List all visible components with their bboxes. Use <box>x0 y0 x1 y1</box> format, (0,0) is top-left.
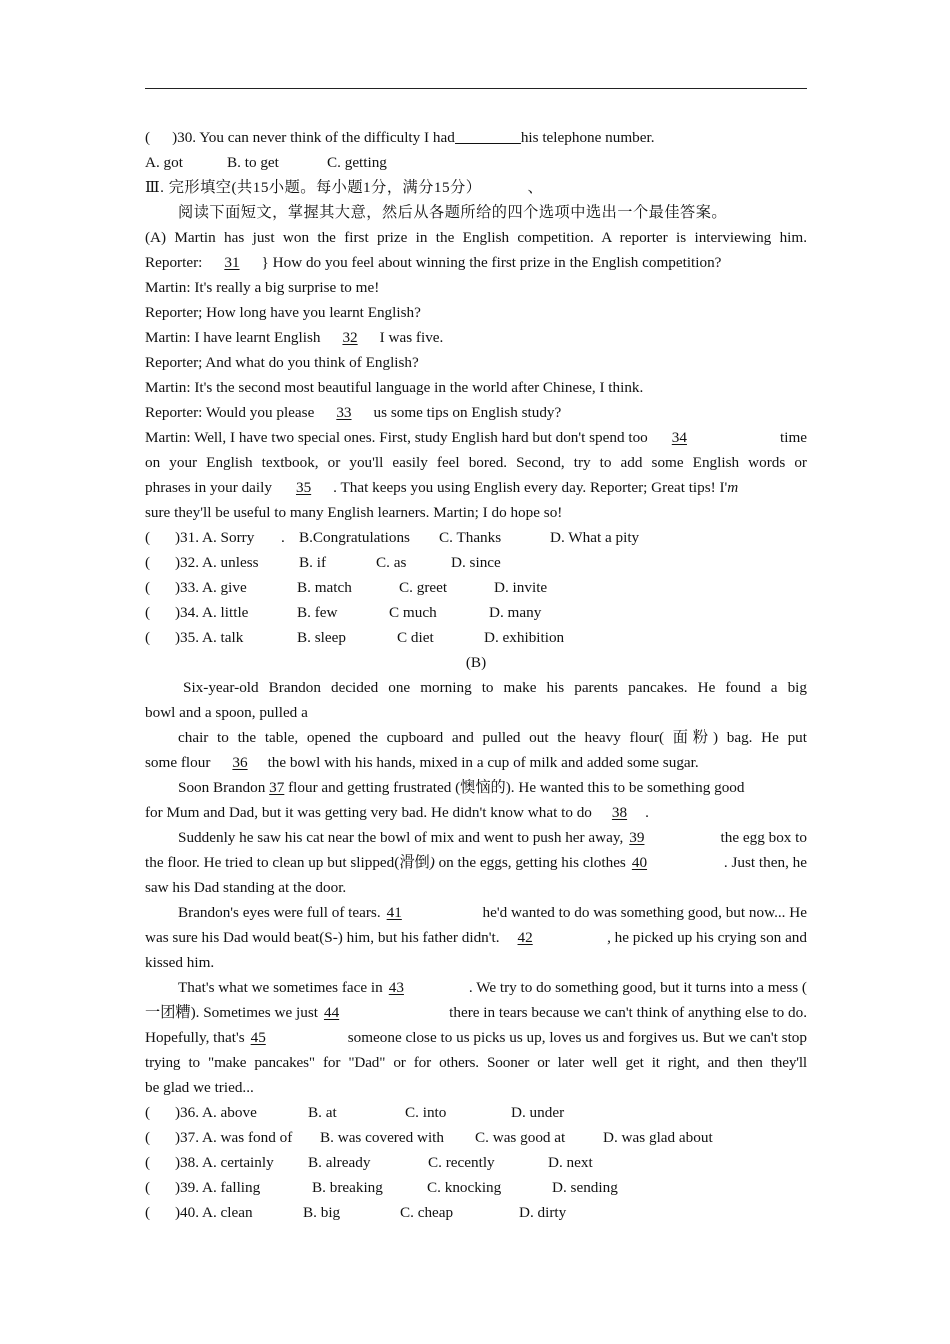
passage-b-heading: (B) <box>465 654 487 671</box>
section-3-title: Ⅲ. 完形填空(共15小题。每小题1分，满分15分） 、 <box>145 179 544 196</box>
passage-b-line: kissed him. <box>145 954 215 971</box>
option-row-32: ( )32. A. unless B. if C. as D. since <box>145 554 501 571</box>
option-row-38: ( )38. A. certainly B. already C. recently D. next <box>145 1154 593 1171</box>
section-3-instruction: 阅读下面短文，掌握其大意，然后从各题所给的四个选项中选出一个最佳答案。 <box>178 204 728 221</box>
passage-b-line: saw his Dad standing at the door. <box>145 879 347 896</box>
exam-page <box>145 125 807 1225</box>
option-row-40: ( )40. A. clean B. big C. cheap D. dirty <box>145 1204 567 1221</box>
blank-number: 40 <box>631 854 648 871</box>
blank-number: 41 <box>386 904 402 921</box>
passage-b-line: bowl and a spoon, pulled a <box>145 704 308 721</box>
passage-a-line: sure they'll be useful to many English learners. Martin; I do hope so! <box>145 504 563 521</box>
passage-b-line: Brandon's eyes were full of tears. 41 he'd wanted to do was something good, but now... He <box>145 900 807 925</box>
passage-b-line: 一团糟). Sometimes we just 44 there in tears because we can't think of anything else to do. <box>145 1000 807 1025</box>
passage-b-line: Suddenly he saw his cat near the bowl of mix and went to push her away, 39 the egg box to <box>145 825 807 850</box>
blank-number: 45 <box>250 1029 266 1046</box>
option-row-35: ( )35. A. talk B. sleep C diet D. exhibition <box>145 629 565 646</box>
passage-a-line: Reporter: Would you please 33 us some tips on English study? <box>145 404 562 421</box>
question-30: ( )30. You can never think of the difficulty I had his telephone number. <box>145 129 655 146</box>
passage-b-line: for Mum and Dad, but it was getting very bad. He didn't know what to do 38 . <box>145 804 649 821</box>
passage-a-line: Martin: It's really a big surprise to me! <box>145 279 380 296</box>
blank-number: 32 <box>342 329 358 346</box>
blank-number: 38 <box>611 804 628 821</box>
blank-number: 42 <box>517 929 533 946</box>
blank-number: 36 <box>232 754 248 771</box>
blank-number: 34 <box>671 429 687 446</box>
option-row-34: ( )34. A. little B. few C much D. many <box>145 604 542 621</box>
passage-a-line: phrases in your daily 35 . That keeps you using English every day. Reporter; Great tips! I'm <box>145 479 739 496</box>
blank-number: 39 <box>629 829 645 846</box>
option-row-37: ( )37. A. was fond of B. was covered with C. was good at D. was glad about <box>145 1129 713 1146</box>
passage-b-line: be glad we tried... <box>145 1079 254 1096</box>
passage-b-line: Six-year-old Brandon decided one morning to make his parents pancakes. He found a big <box>183 679 807 696</box>
passage-a-line: Martin: It's the second most beautiful language in the world after Chinese, I think. <box>145 379 644 396</box>
answer-blank <box>455 128 521 144</box>
option-row-31: ( )31. A. Sorry . B.Congratulations C. Thanks D. What a pity <box>145 529 640 546</box>
blank-number: 43 <box>388 979 404 996</box>
passage-a-line: on your English textbook, or you'll easily feel bored. Second, try to add some English words or <box>145 454 807 471</box>
blank-number: 37 <box>269 779 285 796</box>
header-rule <box>145 88 807 89</box>
passage-b-line: Soon Brandon 37 flour and getting frustrated (懊恼的). He wanted this to be something good <box>178 779 745 796</box>
option-row-33: ( )33. A. give B. match C. greet D. invite <box>145 579 548 596</box>
blank-number: 33 <box>336 404 352 421</box>
question-30-options: A. got B. to get C. getting <box>145 154 387 171</box>
passage-a-line: Reporter; And what do you think of English? <box>145 354 419 371</box>
passage-a-line: Martin: Well, I have two special ones. First, study English hard but don't spend too 34 time <box>145 425 807 450</box>
blank-number: 44 <box>323 1004 340 1021</box>
passage-b-line: trying to "make pancakes" for "Dad" or for others. Sooner or later well get it right, and then they'll <box>145 1054 807 1071</box>
passage-a-line: Reporter: 31 } How do you feel about winning the first prize in the English competition? <box>145 254 722 271</box>
passage-b-line: some flour 36 the bowl with his hands, mixed in a cup of milk and added some sugar. <box>145 754 699 771</box>
passage-b-line: the floor. He tried to clean up but slipped(滑倒 ) on the eggs, getting his clothes 40 . Just then, he <box>145 850 807 875</box>
option-row-39: ( )39. A. falling B. breaking C. knocking D. sending <box>145 1179 618 1196</box>
blank-number: 35 <box>295 479 312 496</box>
option-row-36: ( )36. A. above B. at C. into D. under <box>145 1104 565 1121</box>
passage-a-line: Reporter; How long have you learnt English? <box>145 304 421 321</box>
passage-b-line: That's what we sometimes face in 43 . We try to do something good, but it turns into a mess ( <box>145 975 807 1000</box>
passage-b-line: chair to the table, opened the cupboard and pulled out the heavy flour( 面粉) bag. He put <box>178 729 807 746</box>
passage-a-line: Martin: I have learnt English 32 I was five. <box>145 329 444 346</box>
passage-b-line: was sure his Dad would beat(S-) him, but his father didn't. 42 , he picked up his crying son and <box>145 925 807 950</box>
passage-a-line: (A) Martin has just won the first prize in the English competition. A reporter is interviewing him. <box>145 229 807 246</box>
passage-b-line: Hopefully, that's 45 someone close to us picks us up, loves us and forgives us. But we can't stop <box>145 1025 807 1050</box>
blank-number: 31 <box>224 254 240 271</box>
